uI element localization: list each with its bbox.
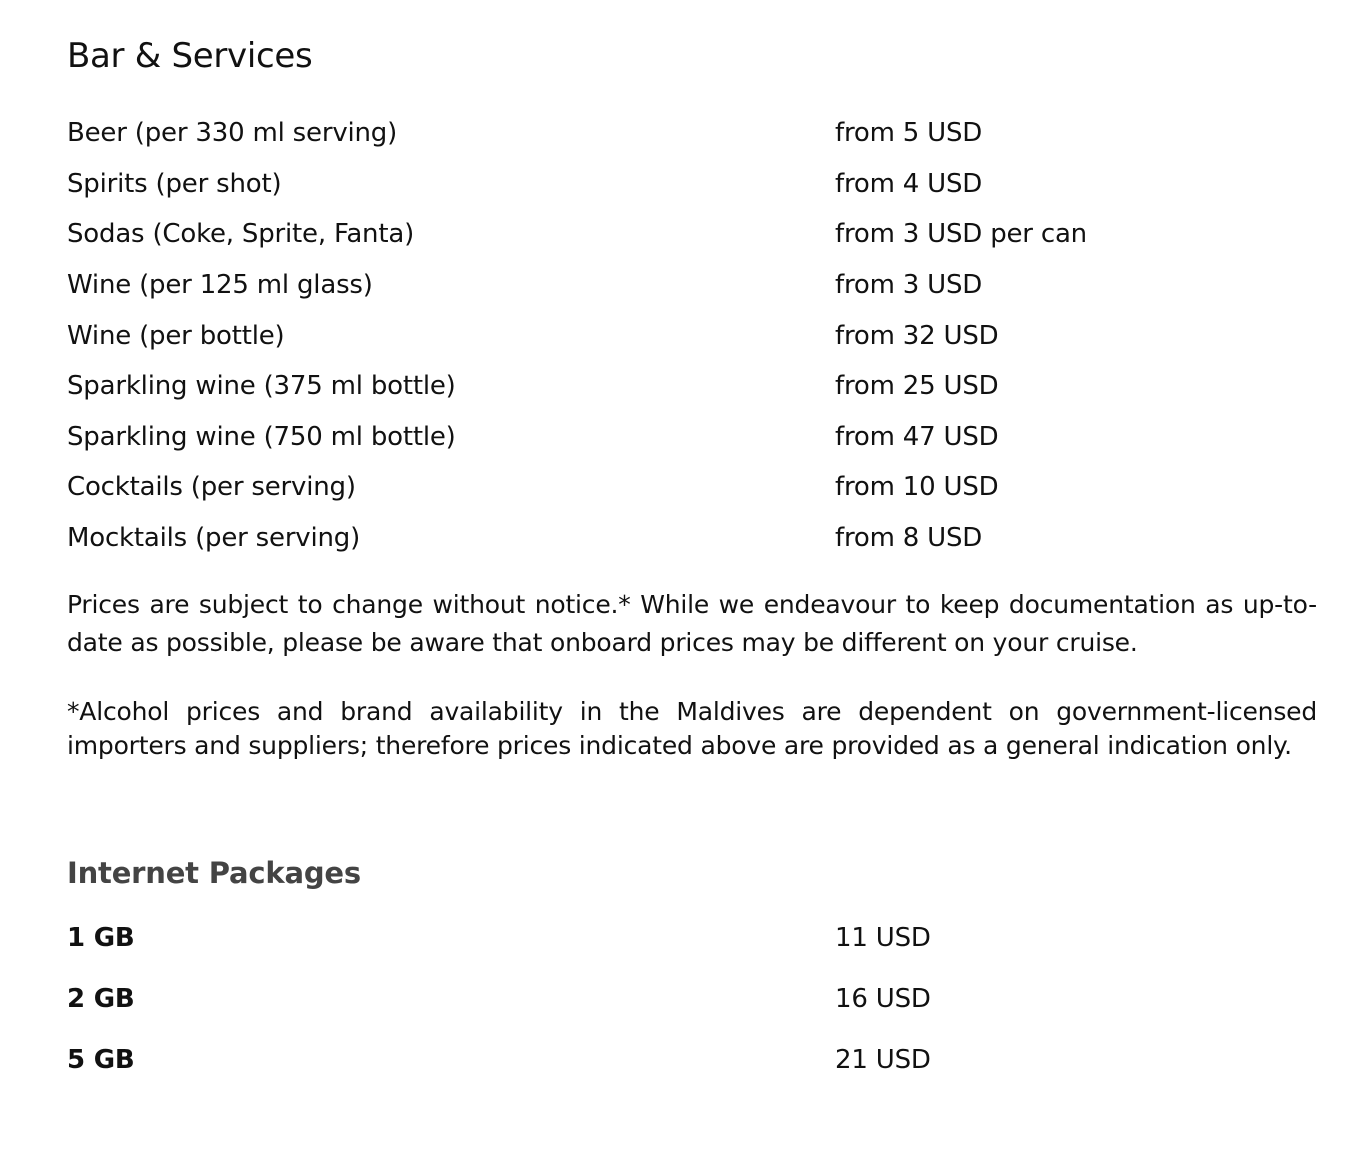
item-name: Sparkling wine (750 ml bottle) <box>67 421 456 452</box>
table-row <box>67 969 1317 1030</box>
item-price: from 3 USD <box>835 270 983 301</box>
package-price: 21 USD <box>835 1044 931 1075</box>
item-price: from 3 USD per can <box>835 219 1087 250</box>
package-name: 5 GB <box>67 1044 135 1075</box>
item-price: from 4 USD <box>835 168 983 199</box>
item-name: Mocktails (per serving) <box>67 523 361 554</box>
package-name: 2 GB <box>67 984 135 1015</box>
item-price: from 47 USD <box>835 421 999 452</box>
package-price: 11 USD <box>835 923 931 954</box>
item-name: Cocktails (per serving) <box>67 472 356 503</box>
internet-packages-heading: Internet Packages <box>67 856 361 890</box>
table-row <box>67 310 1317 361</box>
item-price: from 5 USD <box>835 118 983 149</box>
item-name: Wine (per 125 ml glass) <box>67 270 373 301</box>
table-row <box>67 1029 1317 1090</box>
table-row <box>67 412 1317 463</box>
bar-price-table <box>67 108 1317 563</box>
item-price: from 32 USD <box>835 320 999 351</box>
item-name: Sodas (Coke, Sprite, Fanta) <box>67 219 415 250</box>
item-price: from 8 USD <box>835 523 983 554</box>
bar-services-heading: Bar & Services <box>67 36 313 76</box>
table-row <box>67 361 1317 412</box>
table-row <box>67 209 1317 260</box>
item-name: Beer (per 330 ml serving) <box>67 118 398 149</box>
item-name: Sparkling wine (375 ml bottle) <box>67 371 456 402</box>
item-price: from 10 USD <box>835 472 999 503</box>
item-name: Wine (per bottle) <box>67 320 285 351</box>
package-name: 1 GB <box>67 923 135 954</box>
table-row <box>67 513 1317 564</box>
alcohol-price-footnote: *Alcohol prices and brand availability in the Maldives are dependent on government-licensed importers and suppliers; therefore prices indicated above are provided as a general indication only. <box>67 697 1317 760</box>
item-name: Spirits (per shot) <box>67 168 282 199</box>
item-price: from 25 USD <box>835 371 999 402</box>
table-row <box>67 908 1317 969</box>
table-row <box>67 108 1317 159</box>
table-row <box>67 462 1317 513</box>
table-row <box>67 159 1317 210</box>
internet-price-table <box>67 908 1317 1090</box>
table-row <box>67 260 1317 311</box>
price-change-notice: Prices are subject to change without notice.* While we endeavour to keep documentation as up-to-date as possible, please be aware that onboard prices may be different on your cruise. <box>67 590 1317 657</box>
package-price: 16 USD <box>835 984 931 1015</box>
